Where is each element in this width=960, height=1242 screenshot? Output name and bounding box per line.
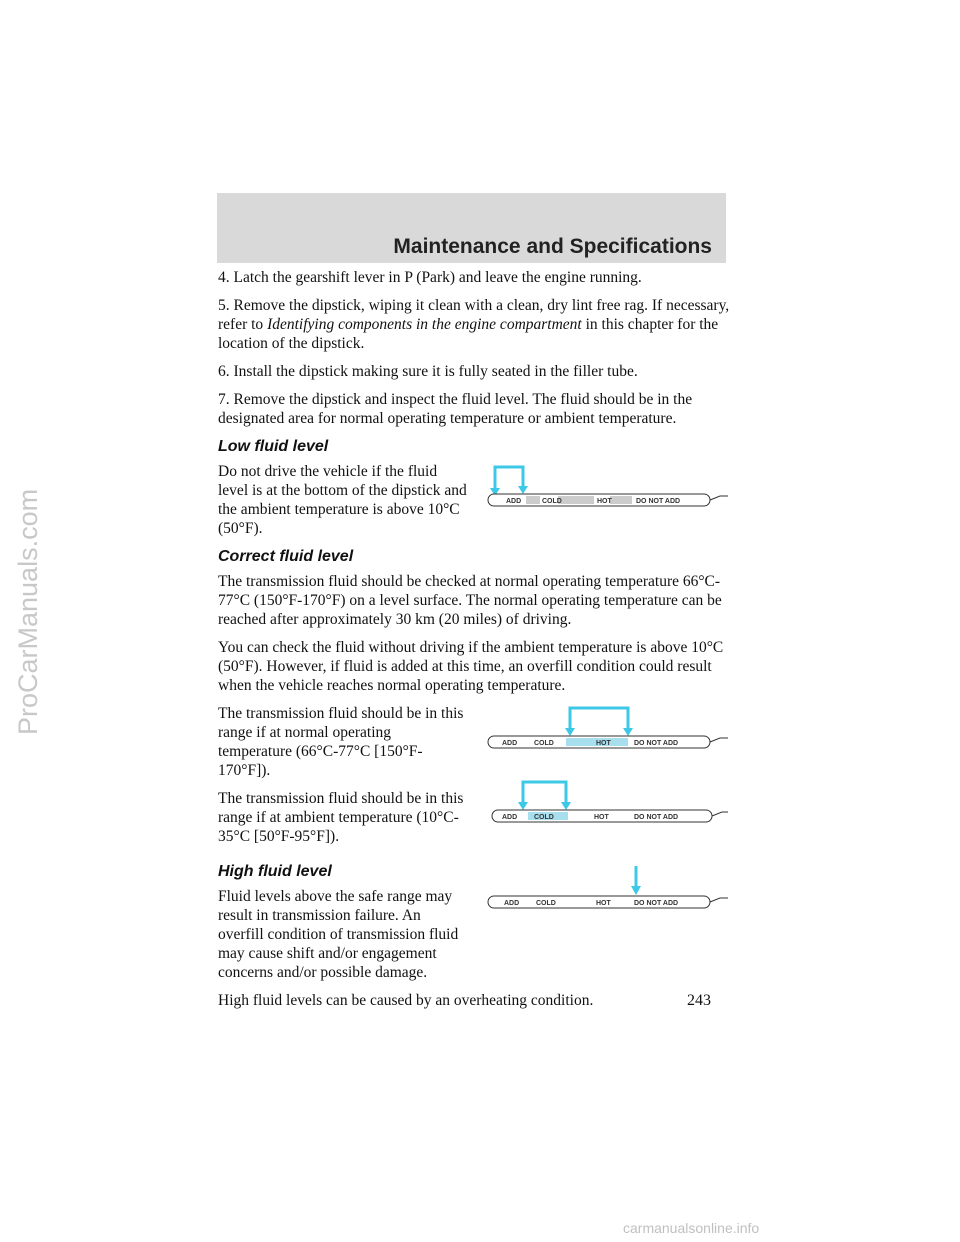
label-cold: COLD <box>536 900 556 907</box>
low-text: Do not drive the vehicle if the fluid level is at the bottom of the dipstick and the ambient temperature is above 10°C (50°F). <box>218 463 467 537</box>
label-cold: COLD <box>534 740 554 747</box>
label-add: ADD <box>502 740 518 747</box>
step-6: 6. Install the dipstick making sure it is fully seated in the filler tube. <box>218 363 638 380</box>
dipstick-high-diagram <box>484 862 728 914</box>
dipstick-low-diagram <box>484 460 728 512</box>
label-cold: COLD <box>542 498 562 505</box>
page-number: 243 <box>687 992 711 1009</box>
label-cold: COLD <box>534 814 554 821</box>
label-hot: HOT <box>596 740 611 747</box>
correct-p3: The transmission fluid should be in this range if at normal operating temperature (66°C-77°C [150°F-170°F]). <box>218 705 464 779</box>
high-heading: High fluid level <box>218 863 332 880</box>
step-5: 5. Remove the dipstick, wiping it clean with a clean, dry lint free rag. If necessary, refer to Identifying components in the engine compartment in this chapter for the location of the dipstick. <box>218 297 730 352</box>
label-add: ADD <box>502 814 518 821</box>
footer-watermark: carmanualsonline.info <box>623 1220 760 1236</box>
dipstick-normal-diagram <box>484 702 728 754</box>
high-p2: High fluid levels can be caused by an overheating condition. <box>218 992 594 1009</box>
cross-reference: Identifying components in the engine compartment <box>267 316 582 333</box>
dipstick-ambient-diagram <box>488 776 728 828</box>
high-p1: Fluid levels above the safe range may result in transmission failure. An overfill condition of transmission fluid may cause shift and/or engagement concerns and/or possible damage. <box>218 888 459 981</box>
label-hot: HOT <box>594 814 609 821</box>
correct-p4: The transmission fluid should be in this range if at ambient temperature (10°C-35°C [50°F-95°F]). <box>218 790 464 845</box>
correct-heading: Correct fluid level <box>218 548 354 565</box>
section-title: Maintenance and Specifications <box>393 235 712 258</box>
label-add: ADD <box>506 498 522 505</box>
correct-p1: The transmission fluid should be checked at normal operating temperature 66°C-77°C (150°F-170°F) on a level surface. The normal operating temperature can be reached after approximately 30 km (20 miles) of driving. <box>218 573 722 628</box>
step-7: 7. Remove the dipstick and inspect the fluid level. The fluid should be in the designated area for normal operating temperature or ambient temperature. <box>218 391 693 427</box>
watermark: ProCarManuals.com <box>13 488 43 735</box>
label-hot: HOT <box>597 498 612 505</box>
label-do-not-add: DO NOT ADD <box>634 740 679 747</box>
label-do-not-add: DO NOT ADD <box>634 900 679 907</box>
step-4: 4. Latch the gearshift lever in P (Park) and leave the engine running. <box>218 269 642 286</box>
label-hot: HOT <box>596 900 611 907</box>
label-add: ADD <box>504 900 520 907</box>
label-do-not-add: DO NOT ADD <box>636 498 681 505</box>
label-do-not-add: DO NOT ADD <box>634 814 679 821</box>
low-heading: Low fluid level <box>218 438 329 455</box>
correct-p2: You can check the fluid without driving if the ambient temperature is above 10°C (50°F). However, if fluid is added at this time, an overfill condition could result when the vehicle reaches normal operating temperature. <box>218 639 724 694</box>
section-header <box>217 193 726 263</box>
